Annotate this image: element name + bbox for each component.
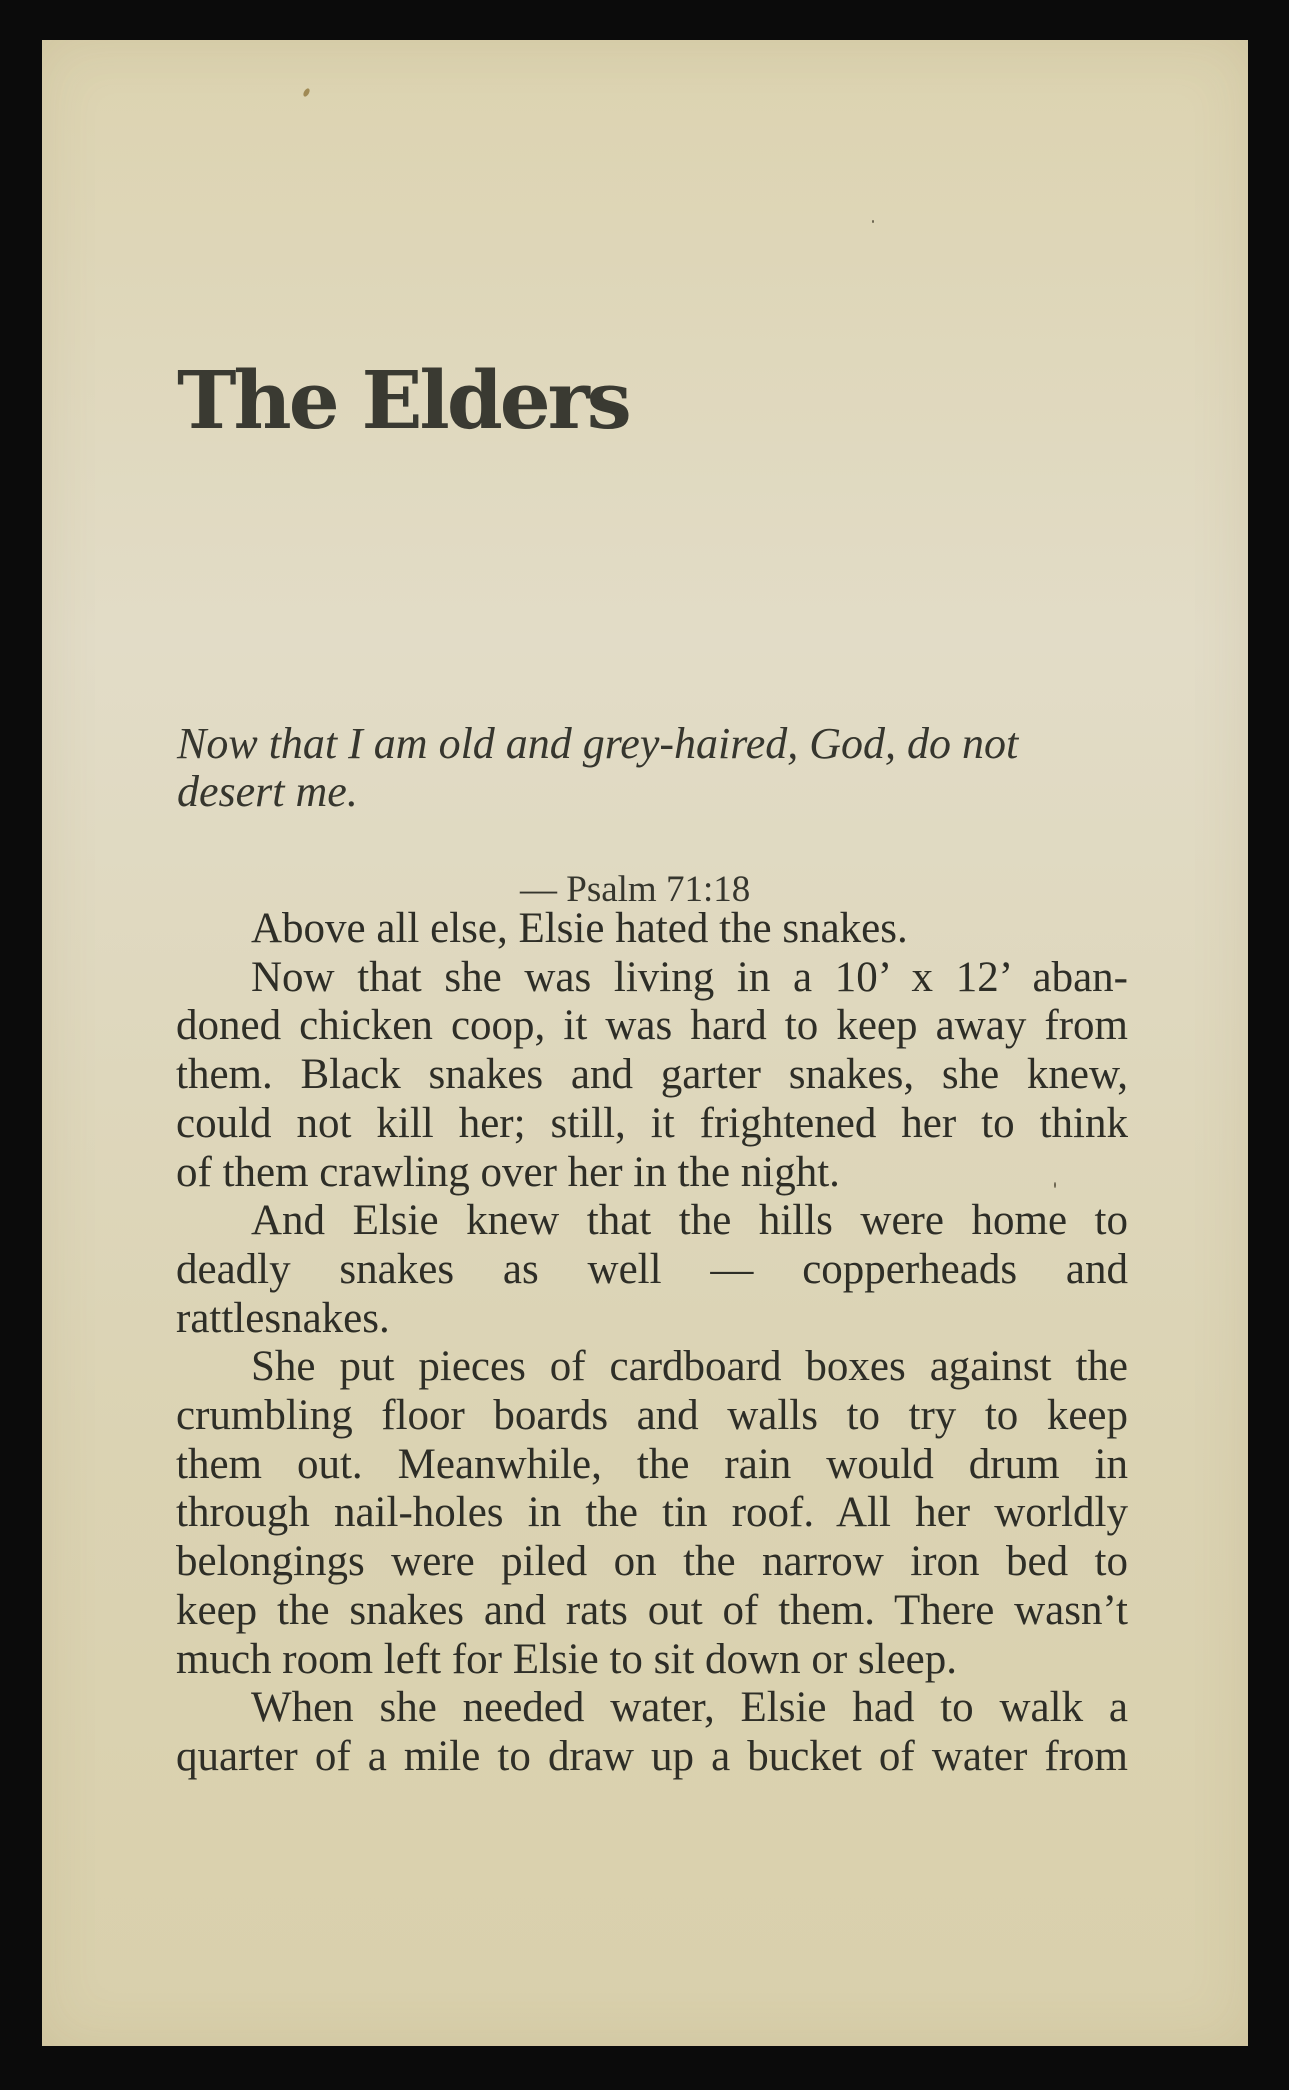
body-line: much room left for Elsie to sit down or sleep. (176, 1635, 958, 1683)
body-line: She put pieces of cardboard boxes against the (251, 1343, 1128, 1391)
epigraph-line: Now that I am old and grey-haired, God, do not (177, 719, 1019, 768)
body-line: them. Black snakes and garter snakes, she knew, (176, 1051, 1128, 1099)
body-line: rattlesnakes. (176, 1294, 390, 1342)
body-line: Now that she was living in a 10’ x 12’ aban- (251, 953, 1128, 1001)
epigraph-line: desert me. (177, 767, 358, 816)
body-line: belongings were piled on the narrow iron bed to (176, 1538, 1128, 1586)
epigraph-attribution: — Psalm 71:18 (520, 869, 751, 910)
body-line: Above all else, Elsie hated the snakes. (251, 905, 908, 952)
body-line: them out. Meanwhile, the rain would drum in (176, 1440, 1128, 1488)
body-line: deadly snakes as well — copperheads and (176, 1245, 1128, 1293)
body-line: quarter of a mile to draw up a bucket of water from (176, 1732, 1128, 1780)
body-line: doned chicken coop, it was hard to keep away from (176, 1002, 1128, 1050)
epigraph (177, 720, 1187, 816)
body-line: of them crawling over her in the night. (176, 1148, 840, 1196)
body-text (176, 905, 1289, 1782)
body-line: And Elsie knew that the hills were home to (251, 1197, 1128, 1245)
body-line: crumbling floor boards and walls to try to keep (176, 1392, 1128, 1440)
paper-speck (872, 220, 874, 223)
body-line: could not kill her; still, it frightened her to think (176, 1099, 1128, 1147)
body-line: keep the snakes and rats out of them. There wasn’t (176, 1586, 1128, 1634)
paper-speck (302, 87, 311, 97)
page-title: The Elders (177, 353, 629, 447)
body-line: When she needed water, Elsie had to walk a (251, 1684, 1128, 1732)
body-line: through nail-holes in the tin roof. All her worldly (176, 1489, 1128, 1537)
